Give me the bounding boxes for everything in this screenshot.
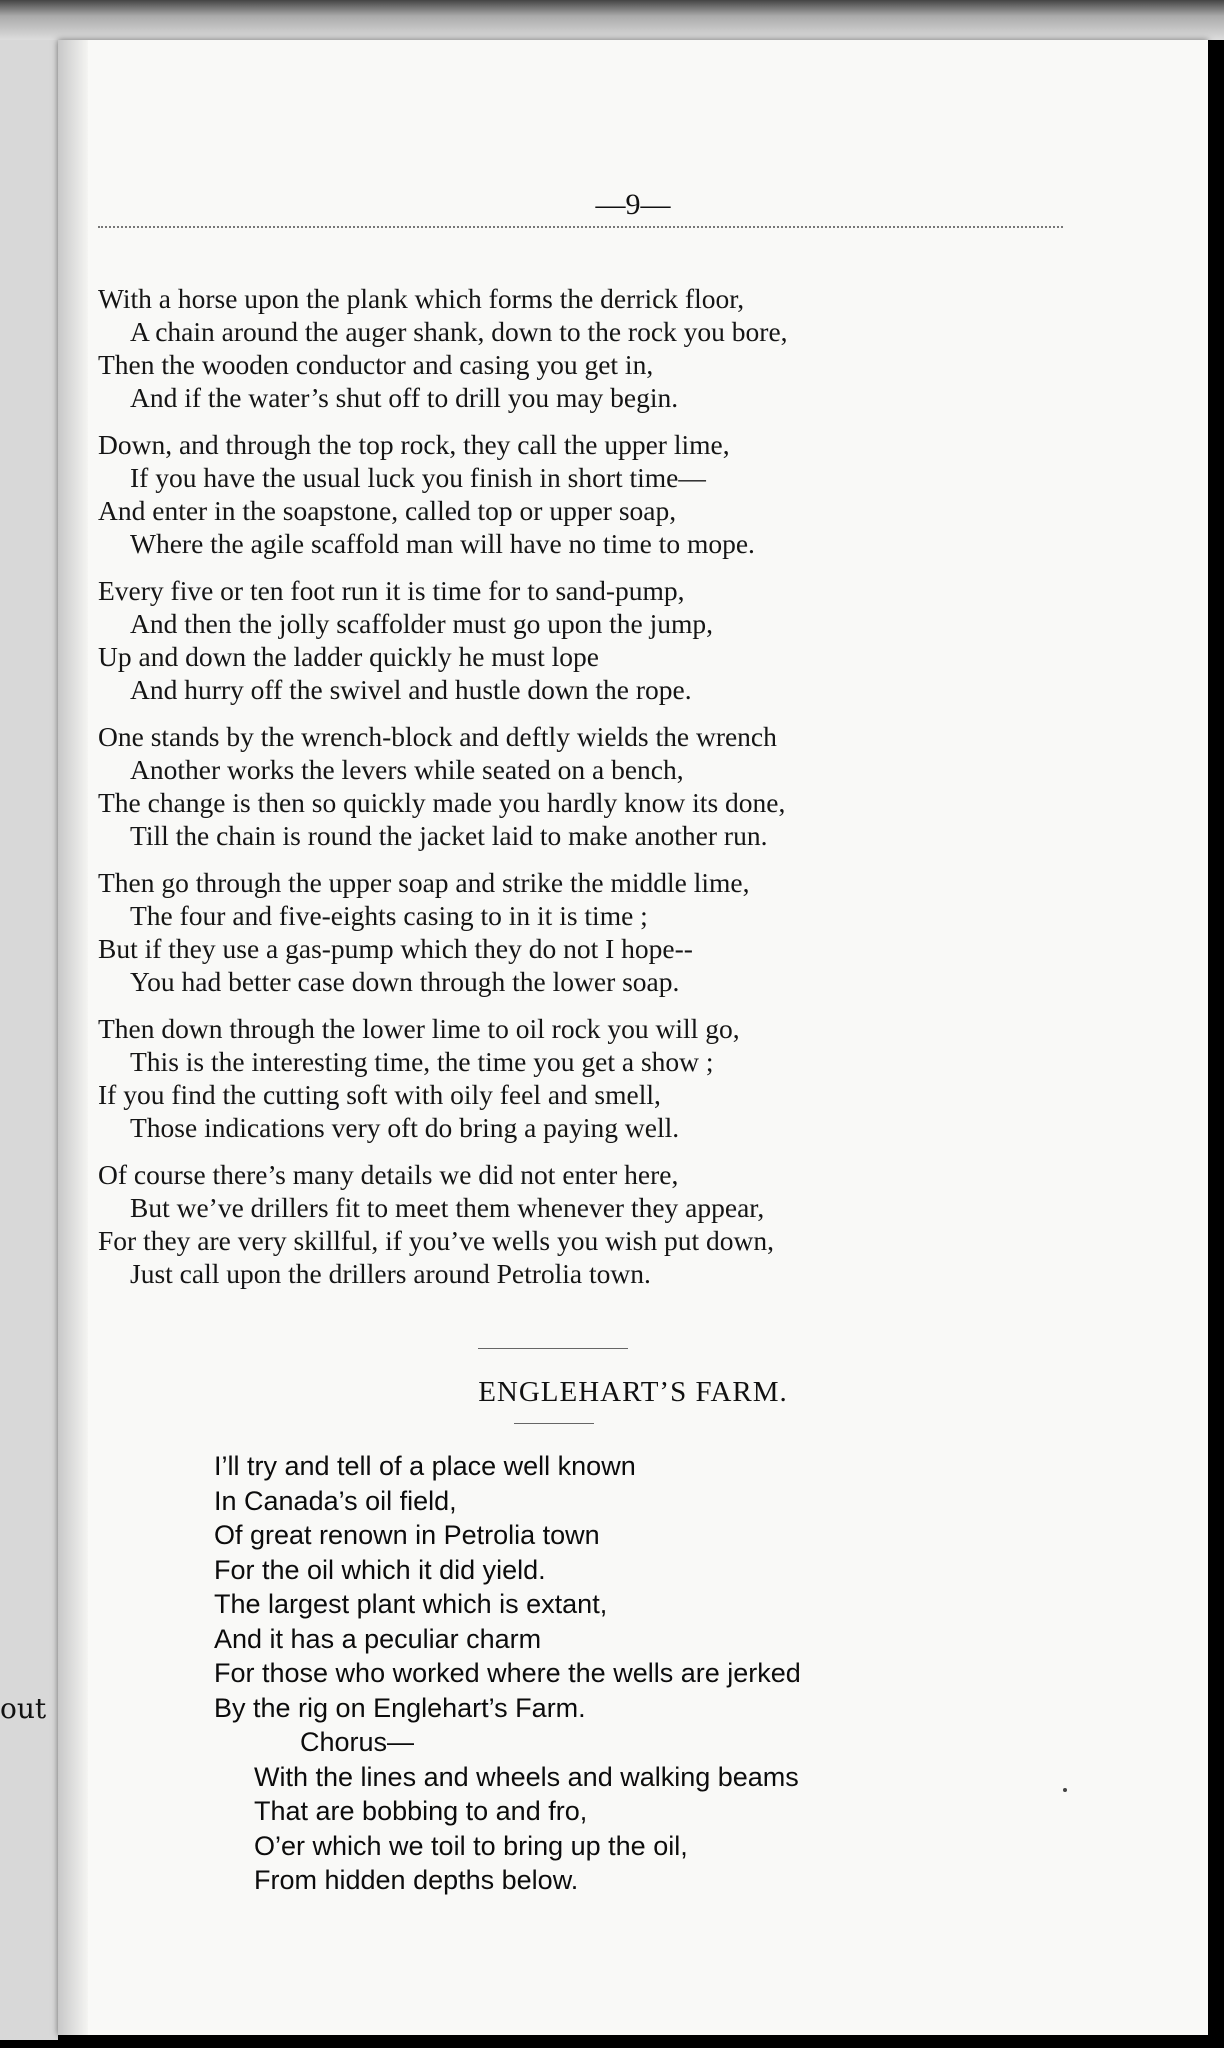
page-gutter-shadow <box>58 40 88 2035</box>
drilling-poem <box>98 282 1098 1304</box>
verse-line: For those who worked where the wells are jerked <box>214 1658 801 1688</box>
poem-stanza <box>98 428 1098 560</box>
poem-stanza <box>98 282 1098 414</box>
poem-stanza <box>98 720 1098 852</box>
poem-line: You had better case down through the lower soap. <box>130 966 680 997</box>
poem-line: If you have the usual luck you finish in short time— <box>130 462 706 493</box>
poem-stanza <box>98 1158 1098 1290</box>
poem-line: For they are very skillful, if you’ve wells you wish put down, <box>98 1225 774 1256</box>
poem-line: Every five or ten foot run it is time for to sand-pump, <box>98 575 685 606</box>
poem-line: Those indications very oft do bring a paying well. <box>130 1112 680 1143</box>
verse-line: And it has a peculiar charm <box>214 1623 542 1654</box>
ink-speck <box>1063 1788 1067 1792</box>
title-rule-below <box>514 1423 594 1424</box>
poem-stanza <box>98 1012 1098 1144</box>
book-page <box>58 40 1208 2035</box>
adjacent-page-edge <box>0 40 58 2040</box>
song-title: ENGLEHART’S FARM. <box>478 1376 788 1408</box>
poem-line: This is the interesting time, the time you get a show ; <box>130 1046 714 1077</box>
poem-line: Up and down the ladder quickly he must lope <box>98 641 600 672</box>
verse-line: For the oil which it did yield. <box>214 1554 546 1585</box>
poem-line: Till the chain is round the jacket laid to make another run. <box>130 820 768 851</box>
chorus-line: With the lines and wheels and walking beams <box>254 1761 799 1792</box>
englehart-song <box>214 1449 1114 1898</box>
poem-stanza <box>98 574 1098 706</box>
verse-line: By the rig on Englehart’s Farm. <box>214 1692 586 1723</box>
poem-line: Where the agile scaffold man will have no time to mope. <box>130 528 755 559</box>
poem-line: The change is then so quickly made you hardly know its done, <box>98 787 786 818</box>
poem-line: With a horse upon the plank which forms the derrick floor, <box>98 283 745 314</box>
poem-line: And hurry off the swivel and hustle down the rope. <box>130 674 692 705</box>
poem-line: The four and five-eights casing to in it is time ; <box>130 900 648 931</box>
poem-line: If you find the cutting soft with oily feel and smell, <box>98 1079 661 1110</box>
header-rule <box>98 226 1063 228</box>
verse-line: I’ll try and tell of a place well known <box>214 1451 636 1481</box>
chorus-label: Chorus— <box>300 1727 415 1757</box>
song-verse <box>214 1449 1114 1725</box>
poem-line: Just call upon the drillers around Petrolia town. <box>130 1258 651 1289</box>
poem-line: Another works the levers while seated on a bench, <box>130 754 684 785</box>
poem-line: Then the wooden conductor and casing you get in, <box>98 349 654 380</box>
chorus-line: From hidden depths below. <box>254 1865 579 1895</box>
scan-top-edge <box>0 0 1224 40</box>
poem-line: But we’ve drillers fit to meet them whenever they appear, <box>130 1192 765 1223</box>
poem-line: And then the jolly scaffolder must go upon the jump, <box>130 608 714 639</box>
poem-line: Then down through the lower lime to oil rock you will go, <box>98 1013 740 1044</box>
chorus-line: That are bobbing to and fro, <box>254 1796 588 1826</box>
song-chorus <box>214 1760 1114 1898</box>
poem-line: One stands by the wrench-block and deftly wields the wrench <box>98 721 777 752</box>
poem-line: Of course there’s many details we did not enter here, <box>98 1159 679 1190</box>
poem-line: And if the water’s shut off to drill you may begin. <box>130 382 679 413</box>
poem-line: But if they use a gas-pump which they do not I hope-- <box>98 933 693 964</box>
poem-line: A chain around the auger shank, down to the rock you bore, <box>130 316 788 347</box>
page-number: —9— <box>595 188 671 221</box>
chorus-line: O’er which we toil to bring up the oil, <box>254 1830 688 1861</box>
adjacent-page-fragment: out <box>0 1692 47 1725</box>
poem-line: Down, and through the top rock, they call the upper lime, <box>98 429 730 460</box>
verse-line: In Canada’s oil field, <box>214 1485 457 1516</box>
poem-line: And enter in the soapstone, called top or upper soap, <box>98 495 677 526</box>
poem-stanza <box>98 866 1098 998</box>
verse-line: Of great renown in Petrolia town <box>214 1520 600 1550</box>
title-rule-above <box>478 1348 628 1349</box>
poem-line: Then go through the upper soap and strike the middle lime, <box>98 867 750 898</box>
verse-line: The largest plant which is extant, <box>214 1589 608 1619</box>
